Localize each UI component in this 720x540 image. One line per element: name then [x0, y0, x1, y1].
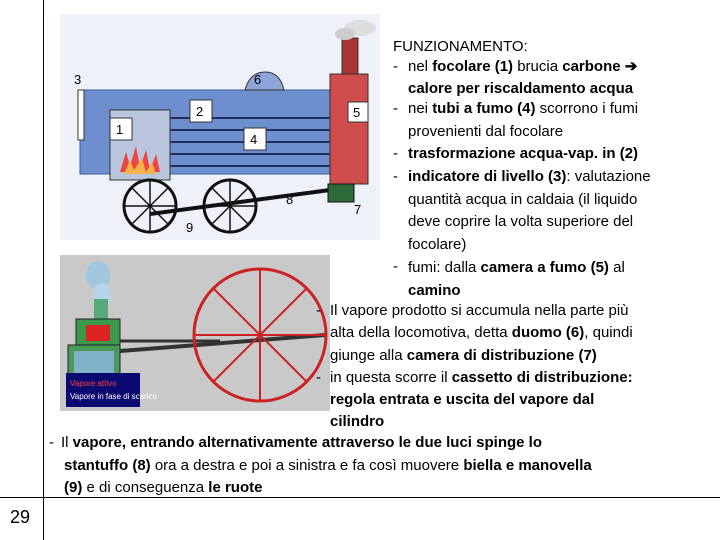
title: FUNZIONAMENTO:	[393, 38, 528, 55]
bullet-4-line-1: indicatore di livello (3): valutazione	[408, 168, 651, 185]
label-4: 4	[250, 132, 258, 147]
margin-line	[43, 0, 44, 540]
legend-exhaust-steam: Vapore in fase di scarico	[70, 392, 158, 401]
bullet-8-line-2: stantuffo (8) ora a destra e poi a sinistra e fa così muovere biella e manovella	[64, 457, 592, 474]
cylinder	[328, 184, 354, 202]
bullet-1-line-1: nel focolare (1) brucia carbone ➔	[408, 58, 638, 75]
label-3: 3	[74, 72, 82, 87]
locomotive-diagram	[60, 14, 380, 240]
bullet-7-line-2: regola entrata e uscita del vapore dal	[330, 391, 595, 408]
page-number: 29	[10, 507, 31, 527]
steam-engine-diagram	[60, 255, 330, 411]
bullet-6-line-3: giunge alla camera di distribuzione (7)	[330, 347, 597, 364]
bullet-4-line-2: quantità acqua in caldaia (il liquido	[408, 191, 638, 208]
bullet-1-line-2: calore per riscaldamento acqua	[408, 80, 634, 97]
bullet-dash: -	[49, 434, 54, 451]
label-5: 5	[353, 105, 361, 120]
chimney	[342, 38, 358, 74]
label-8: 8	[286, 192, 294, 207]
bullet-8-line-3: (9) e di conseguenza le ruote	[64, 479, 263, 496]
bullet-7-line-3: cilindro	[330, 413, 385, 430]
label-1: 1	[116, 122, 124, 137]
label-2: 2	[196, 104, 204, 119]
bullet-4-line-3: deve coprire la volta superiore del	[408, 213, 634, 230]
bullet-2-line-2: provenienti dal focolare	[408, 123, 564, 140]
label-6: 6	[254, 72, 262, 87]
label-9: 9	[186, 220, 194, 235]
bullet-6-line-2: alta della locomotiva, detta duomo (6), quindi	[330, 324, 633, 341]
bullet-dash: -	[316, 369, 321, 386]
bullet-6-line-1: Il vapore prodotto si accumula nella parte più	[330, 302, 629, 319]
bullet-dash: -	[393, 100, 398, 117]
legend-active-steam: Vapore attivo	[70, 379, 117, 388]
bullet-dash: -	[393, 258, 398, 275]
bullet-3: trasformazione acqua-vap. in (2)	[408, 145, 639, 162]
smoke-box	[330, 74, 368, 184]
bullet-4-line-4: focolare)	[408, 236, 467, 253]
bullet-5-line-1: fumi: dalla camera a fumo (5) al	[408, 259, 625, 276]
bullet-7-line-1: in questa scorre il cassetto di distribuzione:	[330, 369, 633, 386]
bullet-8-line-1: Il vapore, entrando alternativamente attraverso le due luci spinge lo	[61, 434, 542, 451]
bullet-dash: -	[393, 145, 398, 162]
bullet-5-line-2: camino	[408, 282, 461, 299]
label-7: 7	[354, 202, 362, 217]
bullet-dash: -	[316, 302, 321, 319]
bullet-dash: -	[393, 168, 398, 185]
bullet-dash: -	[393, 58, 398, 75]
bullet-2-line-1: nei tubi a fumo (4) scorrono i fumi	[408, 100, 639, 117]
